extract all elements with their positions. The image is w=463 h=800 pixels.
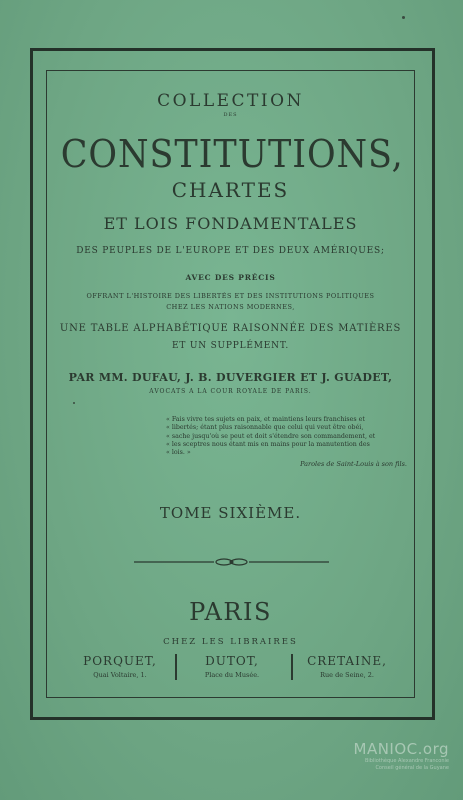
watermark-line: Conseil général de la Guyane: [375, 765, 449, 771]
epigraph-line: « libertés; étant plus raisonnable que celui qui veut être obéi,: [166, 424, 364, 432]
nations-line: CHEZ LES NATIONS MODERNES,: [166, 303, 295, 311]
main-title: CONSTITUTIONS,: [60, 132, 404, 176]
publisher-address: Quai Voltaire, 1.: [93, 671, 147, 679]
ornament-rule: [134, 557, 329, 567]
peuples-line: DES PEUPLES DE L'EUROPE ET DES DEUX AMÉRIQUES;: [76, 246, 385, 256]
title-page: [46, 70, 415, 698]
epigraph-source: Paroles de Saint-Louis à son fils.: [300, 460, 407, 468]
publisher-cretaine: [288, 654, 406, 679]
epigraph-line: « Fais vivre tes sujets en paix, et maintiens leurs franchises et: [166, 416, 365, 423]
publisher-name: DUTOT,: [205, 654, 259, 668]
publisher-name: CRETAINE,: [307, 654, 387, 668]
offrant-line: OFFRANT L'HISTOIRE DES LIBERTÉS ET DES INSTITUTIONS POLITIQUES: [86, 292, 375, 300]
publisher-address: Rue de Seine, 2.: [320, 671, 374, 679]
avocats-line: AVOCATS A LA COUR ROYALE DE PARIS.: [149, 388, 312, 395]
collection-heading: COLLECTION: [157, 91, 304, 111]
publisher-address: Place du Musée.: [204, 671, 260, 679]
publisher-name: PORQUET,: [83, 654, 157, 668]
publisher-dutot: [176, 654, 288, 679]
avec-line: AVEC DES PRÉCIS: [185, 273, 276, 282]
epigraph-line: « sache jusqu'où se peut et doit s'étendre son commandement, et: [166, 432, 376, 440]
publisher-porquet: [64, 654, 176, 679]
authors-line: PAR MM. DUFAU, J. B. DUVERGIER ET J. GUADET,: [68, 371, 393, 384]
epigraph-line: « les sceptres nous étant mis en mains pour la manutention des: [166, 440, 370, 448]
tome-label: TOME SIXIÈME.: [159, 504, 302, 522]
lois-title: ET LOIS FONDAMENTALES: [103, 214, 358, 233]
epigraph-line: « lois. »: [166, 449, 191, 457]
epigraph: [166, 416, 408, 457]
watermark-logo: MANIOC.org: [353, 740, 449, 758]
watermark-line: Bibliothèque Alexandre Franconie: [364, 758, 449, 764]
des-text: DES: [223, 112, 238, 118]
table-line: UNE TABLE ALPHABÉTIQUE RAISONNÉE DES MATIÈRES: [59, 323, 402, 334]
paper-speck: [402, 16, 405, 19]
booksellers-heading: CHEZ LES LIBRAIRES: [163, 637, 298, 647]
chartes-title: CHARTES: [171, 178, 290, 202]
manioc-watermark: [354, 740, 450, 772]
supplement-line: ET UN SUPPLÉMENT.: [172, 341, 289, 351]
city-name: PARIS: [189, 598, 272, 626]
